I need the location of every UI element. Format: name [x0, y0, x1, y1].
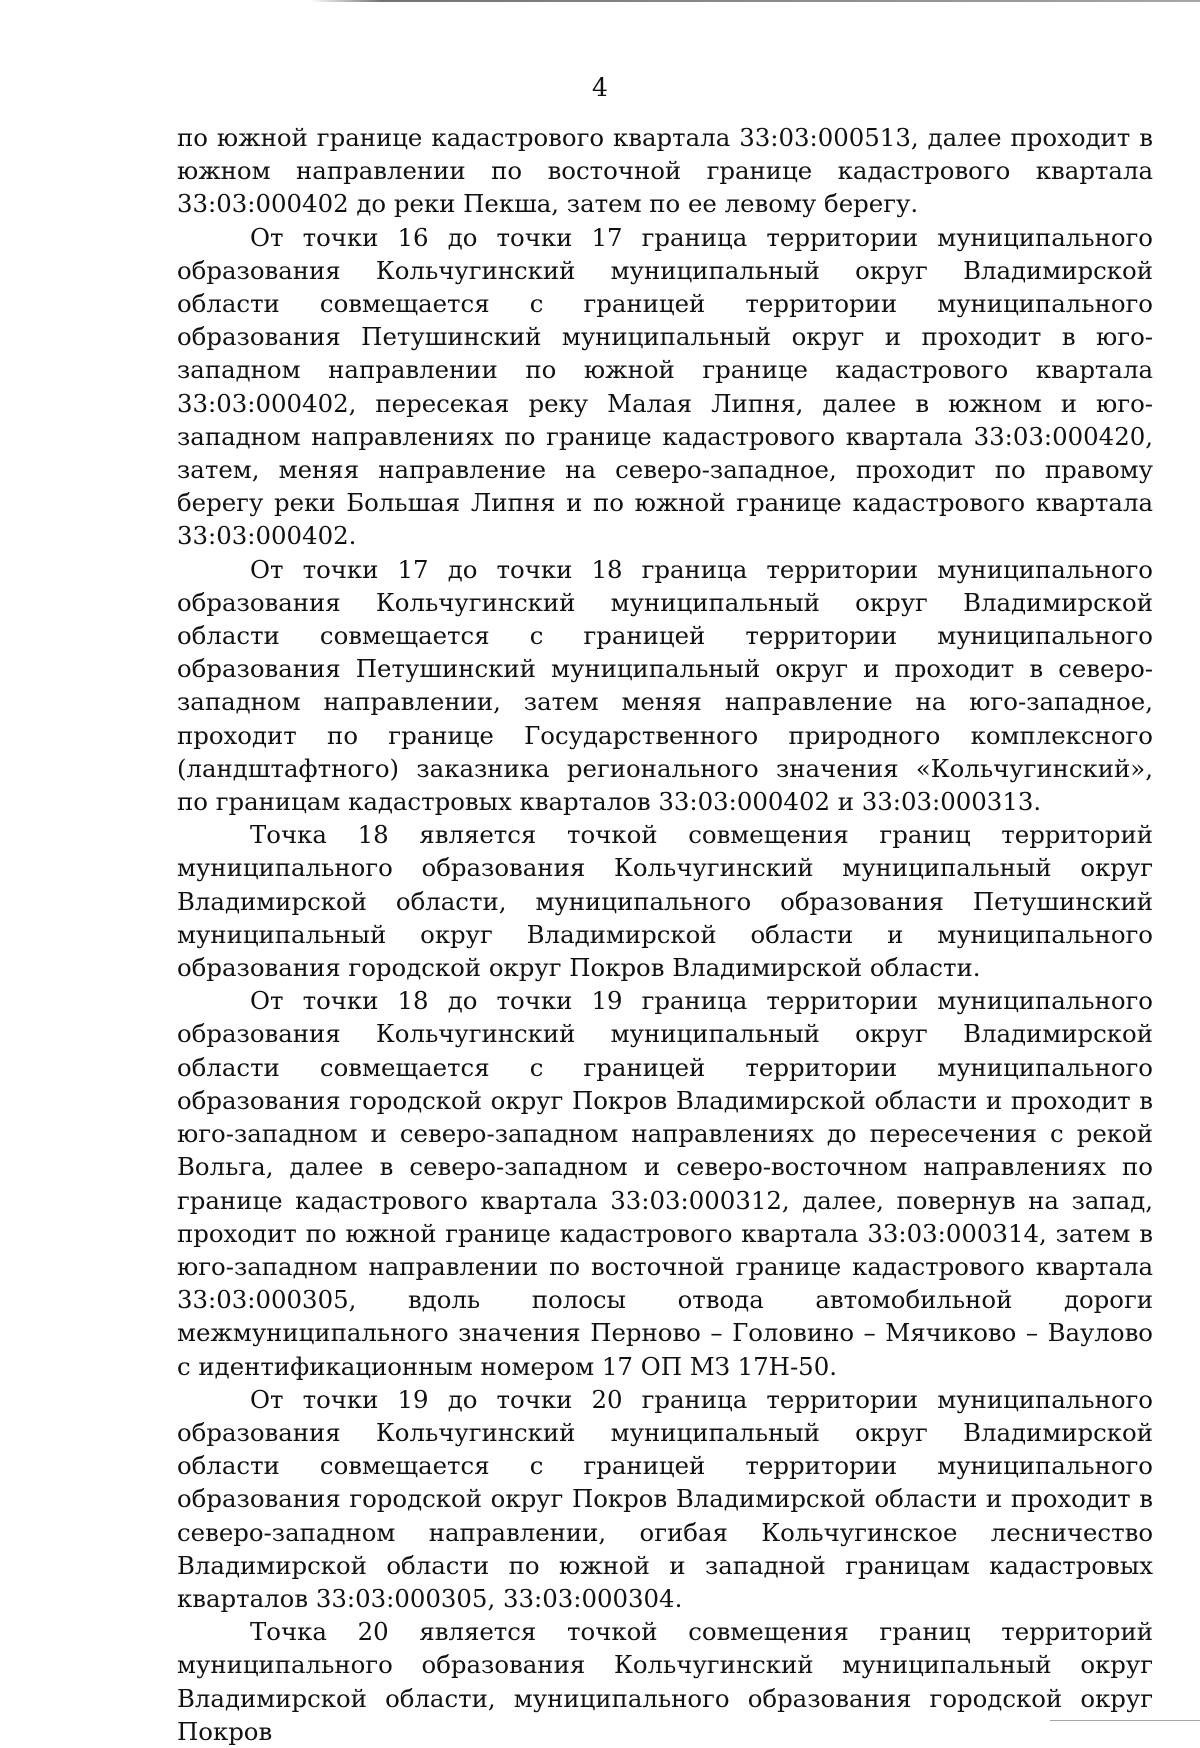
paragraph-point-16-17: От точки 16 до точки 17 граница территории муниципального образования Кольчугинский муниципальный округ Владимирской области совмещается с границей территории муниципального образования Петушинский муниципальный округ и проходит в юго-западном направлении по южной границе кадастрового квартала 33:03:000402, пересекая реку Малая Липня, далее в южном и юго-западном направлениях по границе кадастрового квартала 33:03:000420, затем, меняя направление на северо-западное, проходит по правому берегу реки Большая Липня и по южной границе кадастрового квартала 33:03:000402.: [177, 222, 1153, 551]
paragraph-point-19-20: От точки 19 до точки 20 граница территории муниципального образования Кольчугинский муниципальный округ Владимирской области совмещается с границей территории муниципального образования городской округ Покров Владимирской области и проходит в северо-западном направлении, огибая Кольчугинское лесничество Владимирской области по южной и западной границам кадастровых кварталов 33:03:000305, 33:03:000304.: [177, 1384, 1153, 1613]
paragraph-point-18: Точка 18 является точкой совмещения границ территорий муниципального образования Кольчугинский муниципальный округ Владимирской области, муниципального образования Петушинский муниципальный округ Владимирской области и муниципального образования городской округ Покров Владимирской области.: [177, 820, 1153, 983]
paragraph-point-18-19: От точки 18 до точки 19 граница территории муниципального образования Кольчугинский муниципальный округ Владимирской области совмещается с границей территории муниципального образования городской округ Покров Владимирской области и проходит в юго-западном и северо-западном направлениях до пересечения с рекой Вольга, далее в северо-западном и северо-восточном направлениях по границе кадастрового квартала 33:03:000312, далее, повернув на запад, проходит по южной границе кадастрового квартала 33:03:000314, затем в юго-западном направлении по восточной границе кадастрового квартала 33:03:000305, вдоль полосы отвода автомобильной дороги межмуниципального значения Перново – Головино – Мячиково – Ваулово с идентификационным номером 17 ОП МЗ 17Н-50.: [177, 986, 1153, 1381]
paragraph-point-17-18: От точки 17 до точки 18 граница территории муниципального образования Кольчугинский муниципальный округ Владимирской области совмещается с границей территории муниципального образования Петушинский муниципальный округ и проходит в северо-западном направлении, затем меняя направление на юго-западное, проходит по границе Государственного природного комплексного (ландштафтного) заказника регионального значения «Кольчугинский», по границам кадастровых кварталов 33:03:000402 и 33:03:000313.: [177, 554, 1153, 817]
page-number: 4: [592, 73, 608, 102]
document-body: [177, 121, 1153, 1748]
paragraph-continuation: по южной границе кадастрового квартала 33:03:000513, далее проходит в южном направлении по восточной границе кадастрового квартала 33:03:000402 до реки Пекша, затем по ее левому берегу.: [177, 123, 1153, 219]
scan-edge-top: [310, 0, 1200, 2]
paragraph-point-20: Точка 20 является точкой совмещения границ территорий муниципального образования Кольчугинский муниципальный округ Владимирской области, муниципального образования городской округ Покров: [177, 1617, 1153, 1746]
